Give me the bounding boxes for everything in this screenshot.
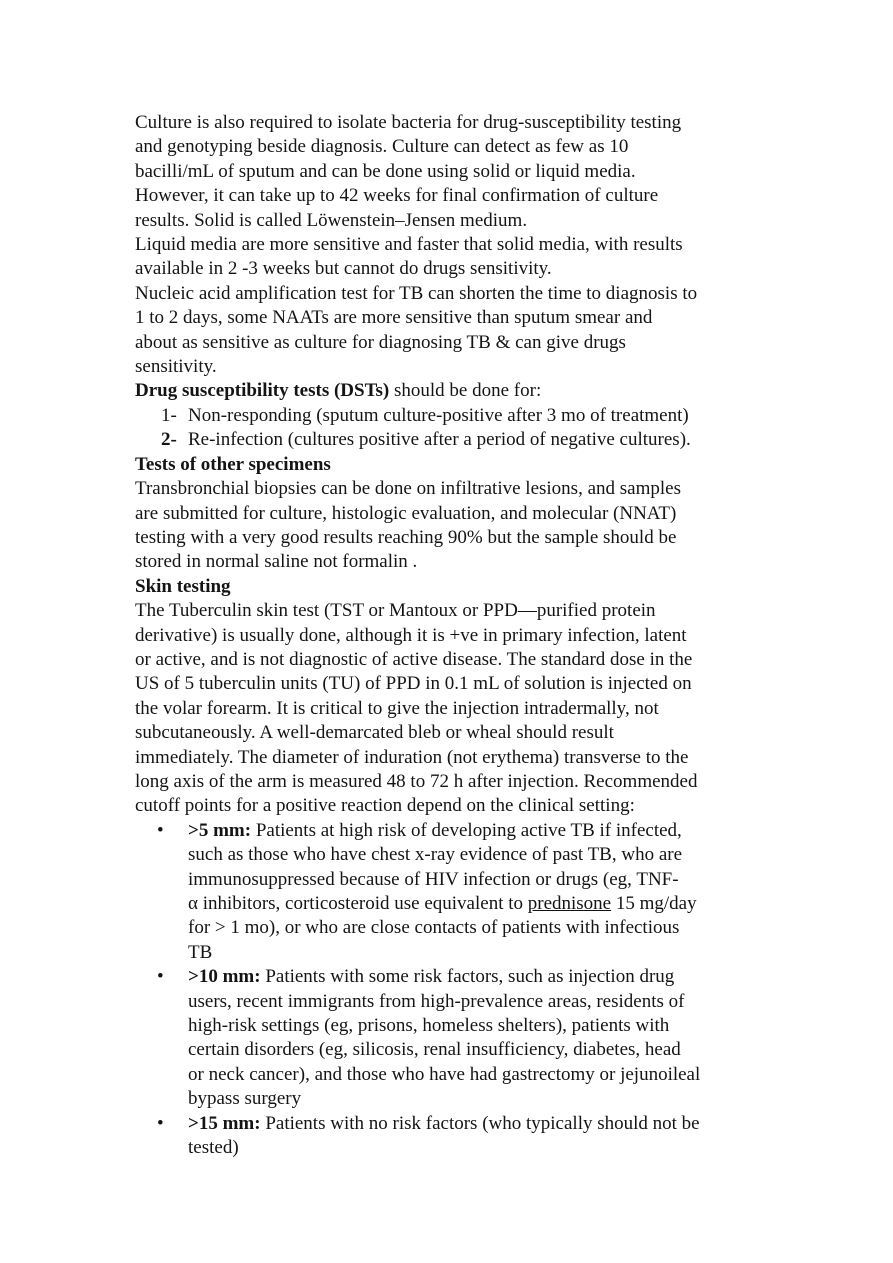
item-number: 1- [161, 404, 177, 426]
item-number: 2- [161, 429, 177, 451]
text-line: testing with a very good results reaching 90% but the sample should be [135, 526, 677, 548]
other-specimens-heading: Tests of other specimens [135, 453, 331, 475]
cutoff-label: >15 mm: [188, 1112, 261, 1134]
cutoff-list [135, 819, 765, 1161]
bullet-icon: • [157, 819, 164, 841]
item-text: Re-infection (cultures positive after a period of negative cultures). [188, 429, 691, 451]
text-line: 15 mg/day [611, 893, 697, 914]
dst-list [135, 404, 765, 453]
text-line: Patients with some risk factors, such as injection drug [260, 966, 675, 988]
text-line: certain disorders (eg, silicosis, renal insufficiency, diabetes, head [188, 1039, 681, 1061]
skin-testing-paragraph [135, 599, 765, 819]
culture-paragraph [135, 111, 765, 379]
text-line: or active, and is not diagnostic of active disease. The standard dose in the [135, 648, 693, 670]
text-line: long axis of the arm is measured 48 to 72 h after injection. Recommended [135, 770, 698, 792]
skin-testing-heading: Skin testing [135, 575, 231, 597]
text-line: Transbronchial biopsies can be done on infiltrative lesions, and samples [135, 478, 681, 500]
item-text: Non-responding (sputum culture-positive after 3 mo of treatment) [188, 404, 689, 426]
text-line: Patients with no risk factors (who typically should not be [260, 1112, 700, 1134]
text-line: bypass surgery [188, 1088, 302, 1110]
text-line: such as those who have chest x-ray evidence of past TB, who are [188, 844, 683, 866]
text-line: for > 1 mo), or who are close contacts of patients with infectious [188, 917, 680, 939]
text-line: subcutaneously. A well-demarcated bleb or wheal should result [135, 722, 614, 744]
text-line: tested) [188, 1137, 239, 1159]
text-line: about as sensitive as culture for diagnosing TB & can give drugs [135, 331, 626, 353]
text-line: Culture is also required to isolate bacteria for drug-susceptibility testing [135, 112, 682, 133]
text-line: derivative) is usually done, although it is +ve in primary infection, latent [135, 624, 687, 646]
text-line: immediately. The diameter of induration (not erythema) transverse to the [135, 746, 689, 768]
list-item [161, 404, 765, 428]
text-line: or neck cancer), and those who have had gastrectomy or jejunoileal [188, 1063, 701, 1085]
text-line: US of 5 tuberculin units (TU) of PPD in 0.1 mL of solution is injected on [135, 673, 692, 695]
text-line: results. Solid is called Löwenstein–Jensen medium. [135, 209, 528, 231]
text-line: 1 to 2 days, some NAATs are more sensitive than sputum smear and [135, 307, 653, 329]
dst-intro [135, 379, 765, 403]
list-item [135, 819, 765, 965]
text-line: The Tuberculin skin test (TST or Mantoux or PPD—purified protein [135, 600, 656, 622]
page-content [135, 111, 765, 1160]
text-line: cutoff points for a positive reaction depend on the clinical setting: [135, 795, 635, 817]
list-item [135, 1112, 765, 1161]
list-item [161, 428, 765, 452]
text-line: and genotyping beside diagnosis. Culture can detect as few as 10 [135, 136, 629, 158]
text-line: sensitivity. [135, 356, 217, 378]
bullet-icon: • [157, 1112, 164, 1134]
dst-heading-rest: should be done for: [389, 380, 542, 402]
text-line: stored in normal saline not formalin . [135, 551, 418, 573]
text-line: Liquid media are more sensitive and faster that solid media, with results [135, 234, 683, 256]
cutoff-label: >10 mm: [188, 966, 261, 988]
text-line: users, recent immigrants from high-prevalence areas, residents of [188, 990, 685, 1012]
text-line: the volar forearm. It is critical to give the injection intradermally, not [135, 697, 659, 719]
dst-heading: Drug susceptibility tests (DSTs) [135, 380, 390, 402]
cutoff-label: >5 mm: [188, 819, 252, 841]
text-line: available in 2 -3 weeks but cannot do drugs sensitivity. [135, 258, 552, 280]
text-line: are submitted for culture, histologic evaluation, and molecular (NNAT) [135, 502, 677, 524]
text-line: However, it can take up to 42 weeks for final confirmation of culture [135, 185, 659, 207]
text-line: TB [188, 941, 213, 963]
text-line: high-risk settings (eg, prisons, homeless shelters), patients with [188, 1015, 670, 1037]
text-line: bacilli/mL of sputum and can be done using solid or liquid media. [135, 160, 636, 182]
bullet-icon: • [157, 966, 164, 988]
text-line: immunosuppressed because of HIV infection or drugs (eg, TNF- [188, 868, 679, 890]
text-line: α inhibitors, corticosteroid use equivalent to [188, 893, 528, 914]
text-line: Nucleic acid amplification test for TB can shorten the time to diagnosis to [135, 282, 698, 304]
prednisone-link[interactable]: prednisone [527, 893, 612, 914]
list-item [135, 965, 765, 1111]
other-specimens-paragraph [135, 477, 765, 575]
text-line: Patients at high risk of developing active TB if infected, [251, 819, 682, 841]
